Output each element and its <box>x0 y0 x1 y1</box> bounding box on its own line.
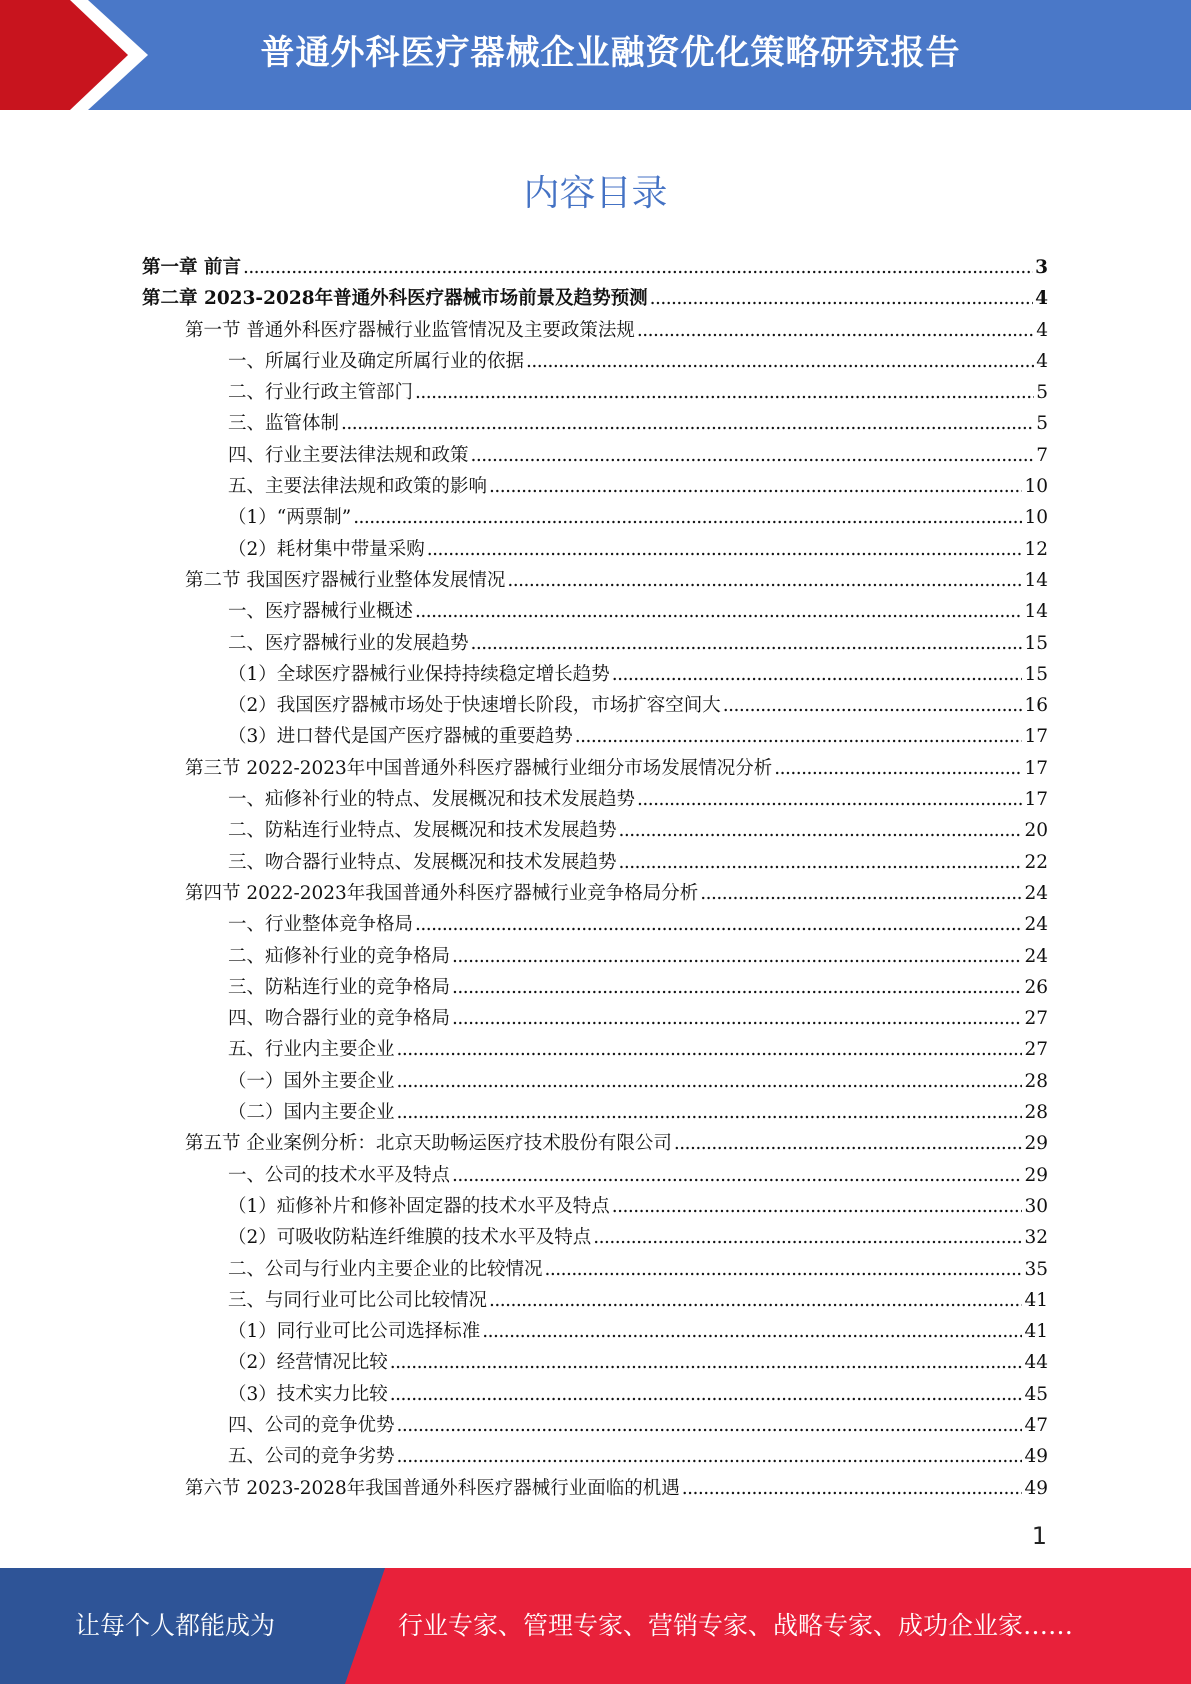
toc-entry[interactable] <box>142 1192 1048 1223</box>
toc-entry-page: 4 <box>1036 350 1048 372</box>
toc-entry-page: 7 <box>1036 444 1048 466</box>
toc-entry-page: 30 <box>1024 1195 1048 1217</box>
toc-dot-leader <box>353 507 1022 528</box>
toc-entry-page: 32 <box>1024 1227 1048 1249</box>
toc-entry-label: （1）疝修补片和修补固定器的技术水平及特点 <box>228 1195 610 1217</box>
toc-dot-leader <box>341 413 1034 434</box>
toc-entry[interactable] <box>142 879 1048 910</box>
toc-dot-leader <box>471 445 1035 466</box>
toc-entry-page: 47 <box>1024 1414 1048 1436</box>
table-of-contents <box>142 253 1048 1505</box>
toc-entry-page: 29 <box>1024 1164 1048 1186</box>
toc-entry-label: 五、主要法律法规和政策的影响 <box>228 476 488 498</box>
toc-entry-page: 17 <box>1024 757 1048 779</box>
toc-entry[interactable] <box>142 1067 1048 1098</box>
toc-entry-label: 二、行业行政主管部门 <box>228 382 414 404</box>
toc-dot-leader <box>489 1290 1022 1311</box>
toc-entry[interactable] <box>142 1004 1048 1035</box>
toc-entry-page: 3 <box>1035 257 1048 278</box>
toc-entry-label: 二、防粘连行业特点、发展概况和技术发展趋势 <box>228 820 617 842</box>
toc-entry[interactable] <box>142 347 1048 378</box>
toc-dot-leader <box>575 726 1023 747</box>
toc-entry-label: 第二章 2023-2028年普通外科医疗器械市场前景及趋势预测 <box>142 288 648 310</box>
toc-entry-page: 14 <box>1024 601 1048 623</box>
toc-entry-label: 第一节 普通外科医疗器械行业监管情况及主要政策法规 <box>185 319 635 341</box>
toc-entry-label: 二、疝修补行业的竞争格局 <box>228 945 451 967</box>
toc-entry-label: 第一章 前言 <box>142 257 241 278</box>
toc-dot-leader <box>390 1352 1023 1373</box>
toc-entry[interactable] <box>142 691 1048 722</box>
toc-dot-leader <box>415 914 1022 935</box>
toc-dot-leader <box>415 601 1022 622</box>
toc-dot-leader <box>427 539 1023 560</box>
report-title: 普通外科医疗器械企业融资优化策略研究报告 <box>260 33 961 73</box>
toc-entry[interactable] <box>142 722 1048 753</box>
toc-dot-leader <box>397 1446 1023 1467</box>
toc-entry[interactable] <box>142 597 1048 628</box>
toc-dot-leader <box>397 1102 1023 1123</box>
toc-entry-label: 五、行业内主要企业 <box>228 1039 395 1061</box>
toc-entry-label: 第六节 2023-2028年我国普通外科医疗器械行业面临的机遇 <box>185 1477 680 1499</box>
toc-entry-label: 一、医疗器械行业概述 <box>228 601 414 623</box>
toc-entry-page: 49 <box>1024 1446 1048 1468</box>
toc-entry-label: 第五节 企业案例分析：北京天助畅运医疗技术股份有限公司 <box>185 1133 672 1155</box>
footer-slogan-right: 行业专家、管理专家、营销专家、战略专家、成功企业家…… <box>398 1611 1074 1640</box>
toc-dot-leader <box>397 1071 1023 1092</box>
toc-entry-label: 一、所属行业及确定所属行业的依据 <box>228 350 525 372</box>
toc-entry-label: 二、公司与行业内主要企业的比较情况 <box>228 1258 543 1280</box>
toc-entry-label: 第三节 2022-2023年中国普通外科医疗器械行业细分市场发展情况分析 <box>185 757 773 779</box>
toc-entry-page: 14 <box>1024 569 1048 591</box>
toc-dot-leader <box>397 1415 1023 1436</box>
toc-entry-page: 24 <box>1024 945 1048 967</box>
toc-entry-page: 5 <box>1036 413 1048 435</box>
toc-entry[interactable] <box>142 973 1048 1004</box>
toc-entry-label: 三、与同行业可比公司比较情况 <box>228 1289 488 1311</box>
toc-entry[interactable] <box>142 535 1048 566</box>
toc-entry-label: （2）可吸收防粘连纤维膜的技术水平及特点 <box>228 1227 592 1249</box>
toc-entry-page: 35 <box>1024 1258 1048 1280</box>
toc-entry[interactable] <box>142 472 1048 503</box>
toc-dot-leader <box>452 1008 1022 1029</box>
toc-dot-leader <box>415 382 1034 403</box>
toc-entry-label: 一、公司的技术水平及特点 <box>228 1164 451 1186</box>
toc-heading: 内容目录 <box>523 173 668 214</box>
toc-entry[interactable] <box>142 503 1048 534</box>
toc-entry[interactable] <box>142 1474 1048 1505</box>
toc-entry-page: 41 <box>1024 1289 1048 1311</box>
toc-entry[interactable] <box>142 660 1048 691</box>
toc-entry-label: 四、吻合器行业的竞争格局 <box>228 1008 451 1030</box>
toc-entry-label: （3）技术实力比较 <box>228 1383 388 1405</box>
toc-entry-label: （1）全球医疗器械行业保持持续稳定增长趋势 <box>228 663 610 685</box>
toc-dot-leader <box>612 1196 1023 1217</box>
toc-dot-leader <box>526 351 1034 372</box>
toc-dot-leader <box>471 633 1023 654</box>
toc-entry-page: 45 <box>1024 1383 1048 1405</box>
toc-entry-page: 26 <box>1024 976 1048 998</box>
toc-dot-leader <box>674 1133 1023 1154</box>
toc-entry-page: 27 <box>1024 1039 1048 1061</box>
toc-entry[interactable] <box>142 253 1048 284</box>
toc-entry[interactable] <box>142 566 1048 597</box>
toc-dot-leader <box>637 789 1022 810</box>
toc-entry[interactable] <box>142 1348 1048 1379</box>
toc-entry[interactable] <box>142 848 1048 879</box>
toc-entry[interactable] <box>142 910 1048 941</box>
toc-entry-page: 15 <box>1024 663 1048 685</box>
toc-entry-page: 17 <box>1024 789 1048 811</box>
footer-slogan-left: 让每个人都能成为 <box>74 1611 275 1640</box>
toc-entry[interactable] <box>142 754 1048 785</box>
toc-entry-page: 20 <box>1024 820 1048 842</box>
toc-entry[interactable] <box>142 1411 1048 1442</box>
toc-entry[interactable] <box>142 785 1048 816</box>
toc-entry-label: 三、防粘连行业的竞争格局 <box>228 976 451 998</box>
toc-entry[interactable] <box>142 942 1048 973</box>
toc-entry[interactable] <box>142 378 1048 409</box>
toc-entry-page: 4 <box>1035 288 1048 310</box>
toc-entry-page: 28 <box>1024 1070 1048 1092</box>
header-arrow-decoration <box>0 0 160 110</box>
toc-entry-label: （2）耗材集中带量采购 <box>228 538 425 560</box>
toc-entry[interactable] <box>142 629 1048 660</box>
toc-entry[interactable] <box>142 1161 1048 1192</box>
toc-entry[interactable] <box>142 1223 1048 1254</box>
toc-dot-leader <box>482 1321 1022 1342</box>
toc-entry-label: 五、公司的竞争劣势 <box>228 1446 395 1468</box>
toc-entry-label: 第二节 我国医疗器械行业整体发展情况 <box>185 569 506 591</box>
toc-dot-leader <box>774 758 1022 779</box>
header-band <box>0 0 1191 110</box>
toc-entry-label: （1）同行业可比公司选择标准 <box>228 1321 481 1343</box>
toc-entry[interactable] <box>142 1317 1048 1348</box>
toc-entry-label: （一）国外主要企业 <box>228 1070 395 1092</box>
toc-entry-page: 10 <box>1024 507 1048 529</box>
toc-dot-leader <box>723 695 1023 716</box>
toc-entry-label: （2）我国医疗器械市场处于快速增长阶段，市场扩容空间大 <box>228 695 721 717</box>
toc-entry[interactable] <box>142 441 1048 472</box>
toc-entry-page: 49 <box>1024 1477 1048 1499</box>
toc-entry-label: 一、行业整体竞争格局 <box>228 914 414 936</box>
toc-dot-leader <box>390 1384 1023 1405</box>
toc-dot-leader <box>243 257 1033 278</box>
toc-entry-page: 27 <box>1024 1008 1048 1030</box>
toc-entry-page: 4 <box>1036 319 1048 341</box>
toc-entry[interactable] <box>142 1255 1048 1286</box>
toc-entry-page: 15 <box>1024 632 1048 654</box>
toc-entry-label: 三、监管体制 <box>228 413 340 435</box>
toc-entry[interactable] <box>142 1129 1048 1160</box>
toc-dot-leader <box>619 820 1023 841</box>
toc-dot-leader <box>489 476 1022 497</box>
toc-entry-label: 三、吻合器行业特点、发展概况和技术发展趋势 <box>228 851 617 873</box>
toc-entry-page: 10 <box>1024 476 1048 498</box>
toc-dot-leader <box>650 288 1034 309</box>
toc-entry[interactable] <box>142 1380 1048 1411</box>
toc-entry-page: 24 <box>1024 882 1048 904</box>
toc-entry-label: 二、医疗器械行业的发展趋势 <box>228 632 469 654</box>
toc-entry-page: 29 <box>1024 1133 1048 1155</box>
toc-entry[interactable] <box>142 316 1048 347</box>
toc-entry-page: 12 <box>1024 538 1048 560</box>
toc-dot-leader <box>452 977 1022 998</box>
toc-dot-leader <box>619 852 1023 873</box>
toc-dot-leader <box>612 664 1023 685</box>
toc-entry-label: 一、疝修补行业的特点、发展概况和技术发展趋势 <box>228 789 636 811</box>
toc-dot-leader <box>545 1259 1023 1280</box>
toc-dot-leader <box>637 320 1034 341</box>
toc-entry[interactable] <box>142 1286 1048 1317</box>
toc-entry-label: 四、公司的竞争优势 <box>228 1414 395 1436</box>
toc-dot-leader <box>593 1227 1022 1248</box>
toc-entry[interactable] <box>142 1442 1048 1473</box>
toc-entry-page: 41 <box>1024 1321 1048 1343</box>
toc-dot-leader <box>397 1039 1023 1060</box>
toc-entry[interactable] <box>142 816 1048 847</box>
toc-dot-leader <box>452 1165 1022 1186</box>
toc-entry-page: 28 <box>1024 1102 1048 1124</box>
toc-entry-label: （1）“两票制” <box>228 507 352 529</box>
toc-entry-page: 24 <box>1024 914 1048 936</box>
toc-entry-label: 第四节 2022-2023年我国普通外科医疗器械行业竞争格局分析 <box>185 882 699 904</box>
toc-dot-leader <box>507 570 1022 591</box>
toc-entry-label: 四、行业主要法律法规和政策 <box>228 444 469 466</box>
toc-dot-leader <box>700 883 1022 904</box>
toc-entry[interactable] <box>142 409 1048 440</box>
toc-entry[interactable] <box>142 1035 1048 1066</box>
toc-entry-page: 5 <box>1036 382 1048 404</box>
toc-entry-label: （二）国内主要企业 <box>228 1102 395 1124</box>
toc-entry-label: （3）进口替代是国产医疗器械的重要趋势 <box>228 726 573 748</box>
toc-dot-leader <box>682 1478 1023 1499</box>
toc-entry[interactable] <box>142 1098 1048 1129</box>
page-number: 1 <box>1031 1522 1047 1550</box>
toc-entry-label: （2）经营情况比较 <box>228 1352 388 1374</box>
toc-dot-leader <box>452 946 1022 967</box>
toc-entry-page: 44 <box>1024 1352 1048 1374</box>
toc-entry[interactable] <box>142 284 1048 315</box>
toc-entry-page: 17 <box>1024 726 1048 748</box>
toc-entry-page: 16 <box>1024 695 1048 717</box>
toc-entry-page: 22 <box>1024 851 1048 873</box>
